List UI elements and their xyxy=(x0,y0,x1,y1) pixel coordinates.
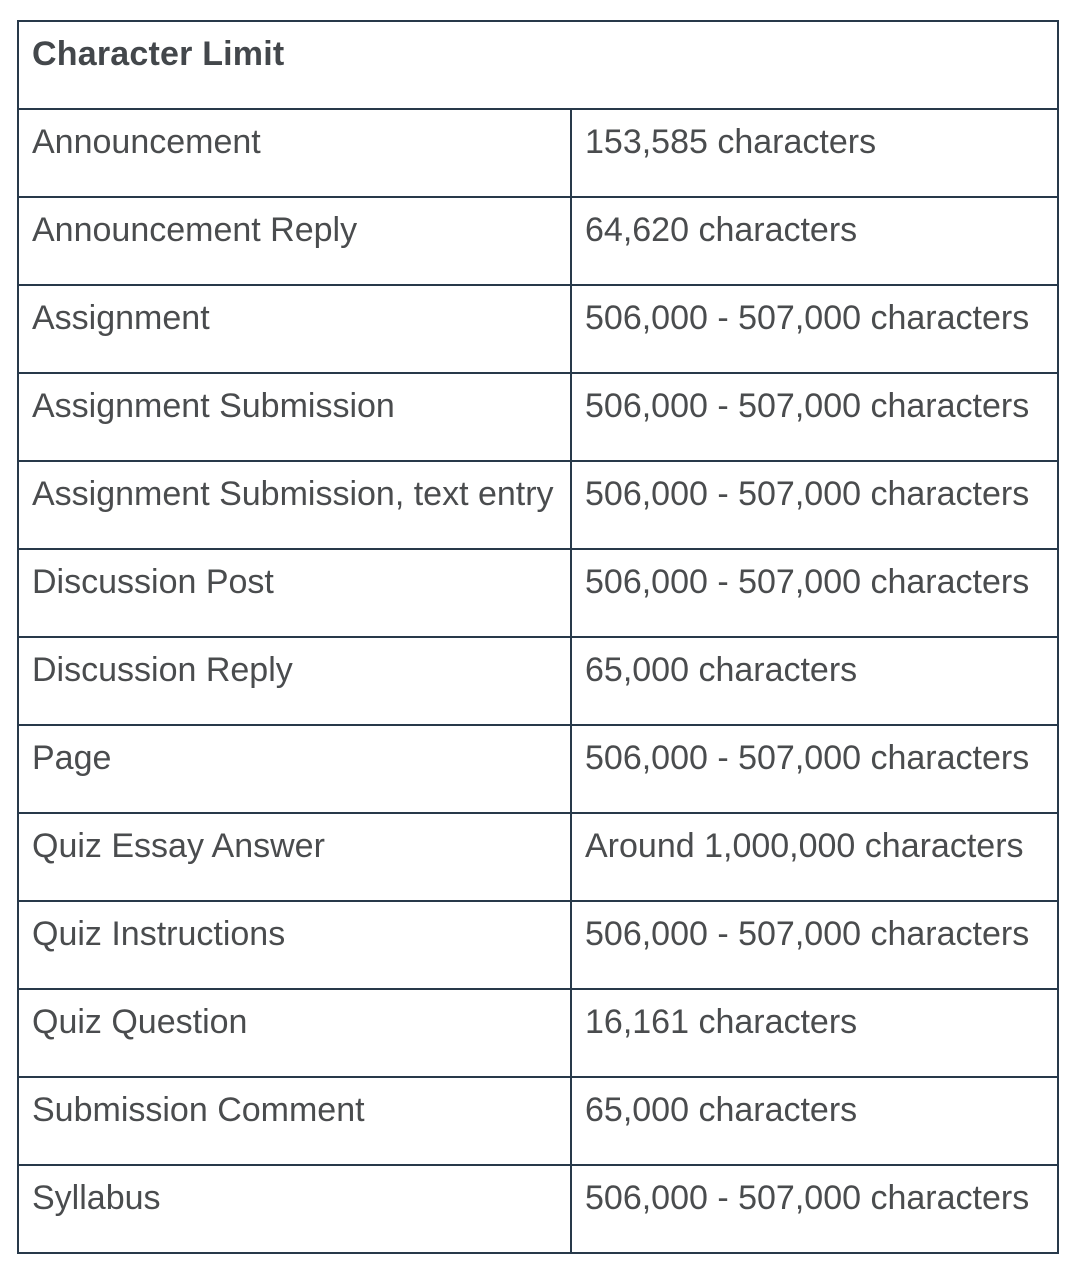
row-label-cell: Assignment xyxy=(18,285,571,373)
row-limit-cell: 65,000 characters xyxy=(571,1077,1058,1165)
row-limit-cell: Around 1,000,000 characters xyxy=(571,813,1058,901)
row-label-cell: Assignment Submission xyxy=(18,373,571,461)
character-limit-table xyxy=(17,20,1059,1254)
table-header-cell: Character Limit xyxy=(18,21,1058,109)
row-limit-cell: 16,161 characters xyxy=(571,989,1058,1077)
table-row xyxy=(18,285,1058,373)
row-label-cell: Submission Comment xyxy=(18,1077,571,1165)
row-label-cell: Announcement xyxy=(18,109,571,197)
row-label-cell: Discussion Reply xyxy=(18,637,571,725)
table-row xyxy=(18,549,1058,637)
table-row xyxy=(18,461,1058,549)
row-label-cell: Quiz Instructions xyxy=(18,901,571,989)
table-row xyxy=(18,373,1058,461)
row-limit-cell: 506,000 - 507,000 characters xyxy=(571,461,1058,549)
table-row xyxy=(18,637,1058,725)
row-label-cell: Quiz Essay Answer xyxy=(18,813,571,901)
row-limit-cell: 506,000 - 507,000 characters xyxy=(571,285,1058,373)
row-limit-cell: 506,000 - 507,000 characters xyxy=(571,1165,1058,1253)
row-limit-cell: 506,000 - 507,000 characters xyxy=(571,901,1058,989)
row-limit-cell: 65,000 characters xyxy=(571,637,1058,725)
row-label-cell: Page xyxy=(18,725,571,813)
table-row xyxy=(18,989,1058,1077)
table-header-row xyxy=(18,21,1058,109)
table-row xyxy=(18,1165,1058,1253)
row-limit-cell: 153,585 characters xyxy=(571,109,1058,197)
row-label-cell: Syllabus xyxy=(18,1165,571,1253)
table-row xyxy=(18,725,1058,813)
row-limit-cell: 506,000 - 507,000 characters xyxy=(571,373,1058,461)
row-limit-cell: 506,000 - 507,000 characters xyxy=(571,725,1058,813)
row-label-cell: Assignment Submission, text entry xyxy=(18,461,571,549)
row-label-cell: Announcement Reply xyxy=(18,197,571,285)
table-body xyxy=(18,109,1058,1253)
table-row xyxy=(18,901,1058,989)
row-limit-cell: 64,620 characters xyxy=(571,197,1058,285)
row-label-cell: Discussion Post xyxy=(18,549,571,637)
row-label-cell: Quiz Question xyxy=(18,989,571,1077)
table-row xyxy=(18,109,1058,197)
row-limit-cell: 506,000 - 507,000 characters xyxy=(571,549,1058,637)
table-row xyxy=(18,1077,1058,1165)
table-row xyxy=(18,813,1058,901)
table-row xyxy=(18,197,1058,285)
